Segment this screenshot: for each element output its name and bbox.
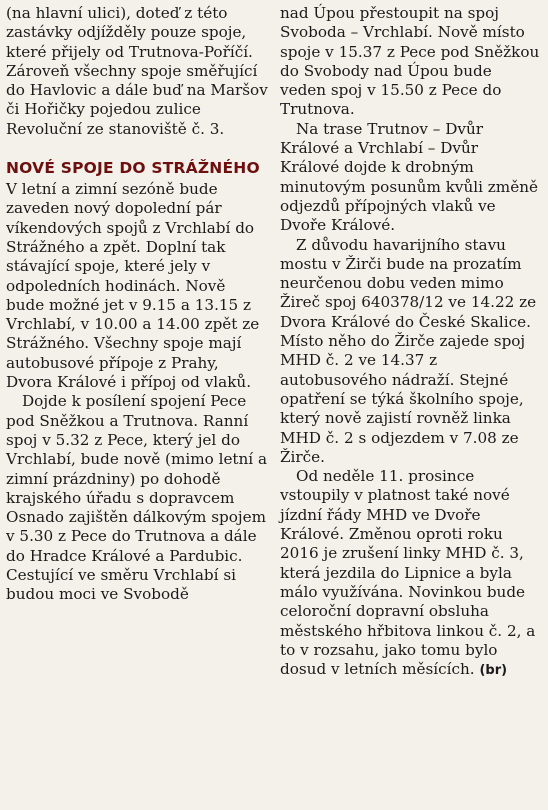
paragraph-strazne: V letní a zimní sezóně bude zaveden nový dopolední pár víkendových spojů z Vrchlabí do Strážného a zpět. Doplní tak stávající spoje, které jely v odpoledních hodinách. Nově bude možné jet v 9.15 a 13.15 z Vrchlabí, v 10.00 a 14.00 zpět ze Strážného. Všechny spoje mají autobusové přípoje z Prahy, Dvora Králové i přípoj od vlaků. bbox=[6, 180, 260, 392]
article-column-left bbox=[6, 4, 268, 810]
author-byline: (br) bbox=[479, 663, 508, 679]
paragraph-mhd bbox=[280, 467, 542, 680]
paragraph-dvur-kralove: Na trase Trutnov – Dvůr Králové a Vrchlabí – Dvůr Králové dojde k drobným minutovým posunům kvůli změně odjezdů přípojných vlaků ve Dvoře Králové. bbox=[280, 119, 538, 235]
article-columns bbox=[6, 4, 542, 810]
paragraph-mhd-text: Od neděle 11. prosince vstoupily v platnost také nové jízdní řády MHD ve Dvoře Králové. Změnou oproti roku 2016 je zrušení linky MHD č. 3, která jezdila do Lipnice a byla málo využívána. Novinkou bude celoroční dopravní obsluha městského hřbitova linkou č. 2, a to v rozsahu, jako tomu bylo dosud v letních měsících. bbox=[280, 467, 536, 679]
article-column-right bbox=[280, 4, 542, 810]
paragraph-zirec: Z důvodu havarijního stavu mostu v Žirči bude na prozatím neurčenou dobu veden mimo Žireč spoj 640378/12 ve 14.22 ze Dvora Králové do České Skalice. Místo něho do Žirče zajede spoj MHD č. 2 ve 14.37 z autobusového nádraží. Stejné opatření se týká školního spoje, který nově zajistí rovněž linka MHD č. 2 s odjezdem v 7.08 ze Žirče. bbox=[280, 235, 537, 466]
paragraph-continuation: (na hlavní ulici), doteď z této zastávky odjížděly pouze spoje, které přijely od Trutnova-Poříčí. Zároveň všechny spoje směřující do Havlovic a dále buď na Maršov či Hořičky pojedou zulice Revoluční ze stanoviště č. 3. bbox=[6, 4, 268, 138]
paragraph-svoboda: nad Úpou přestoupit na spoj Svoboda – Vrchlabí. Nově místo spoje v 15.37 z Pece pod Sněžkou do Svobody nad Úpou bude veden spoj v 15.50 z Pece do Trutnova. bbox=[280, 4, 540, 119]
section-heading: NOVÉ SPOJE DO STRÁŽNÉHO bbox=[6, 159, 260, 178]
paragraph-pec-trutnov: Dojde k posílení spojení Pece pod Sněžkou a Trutnova. Ranní spoj v 5.32 z Pece, který jel do Vrchlabí, bude nově (mimo letní a zimní prázdniny) po dohodě krajského úřadu s dopravcem Osnado zajištěn dálkovým spojem v 5.30 z Pece do Trutnova a dále do Hradce Králové a Pardubic. Cestující ve směru Vrchlabí si budou moci ve Svobodě bbox=[6, 392, 268, 604]
